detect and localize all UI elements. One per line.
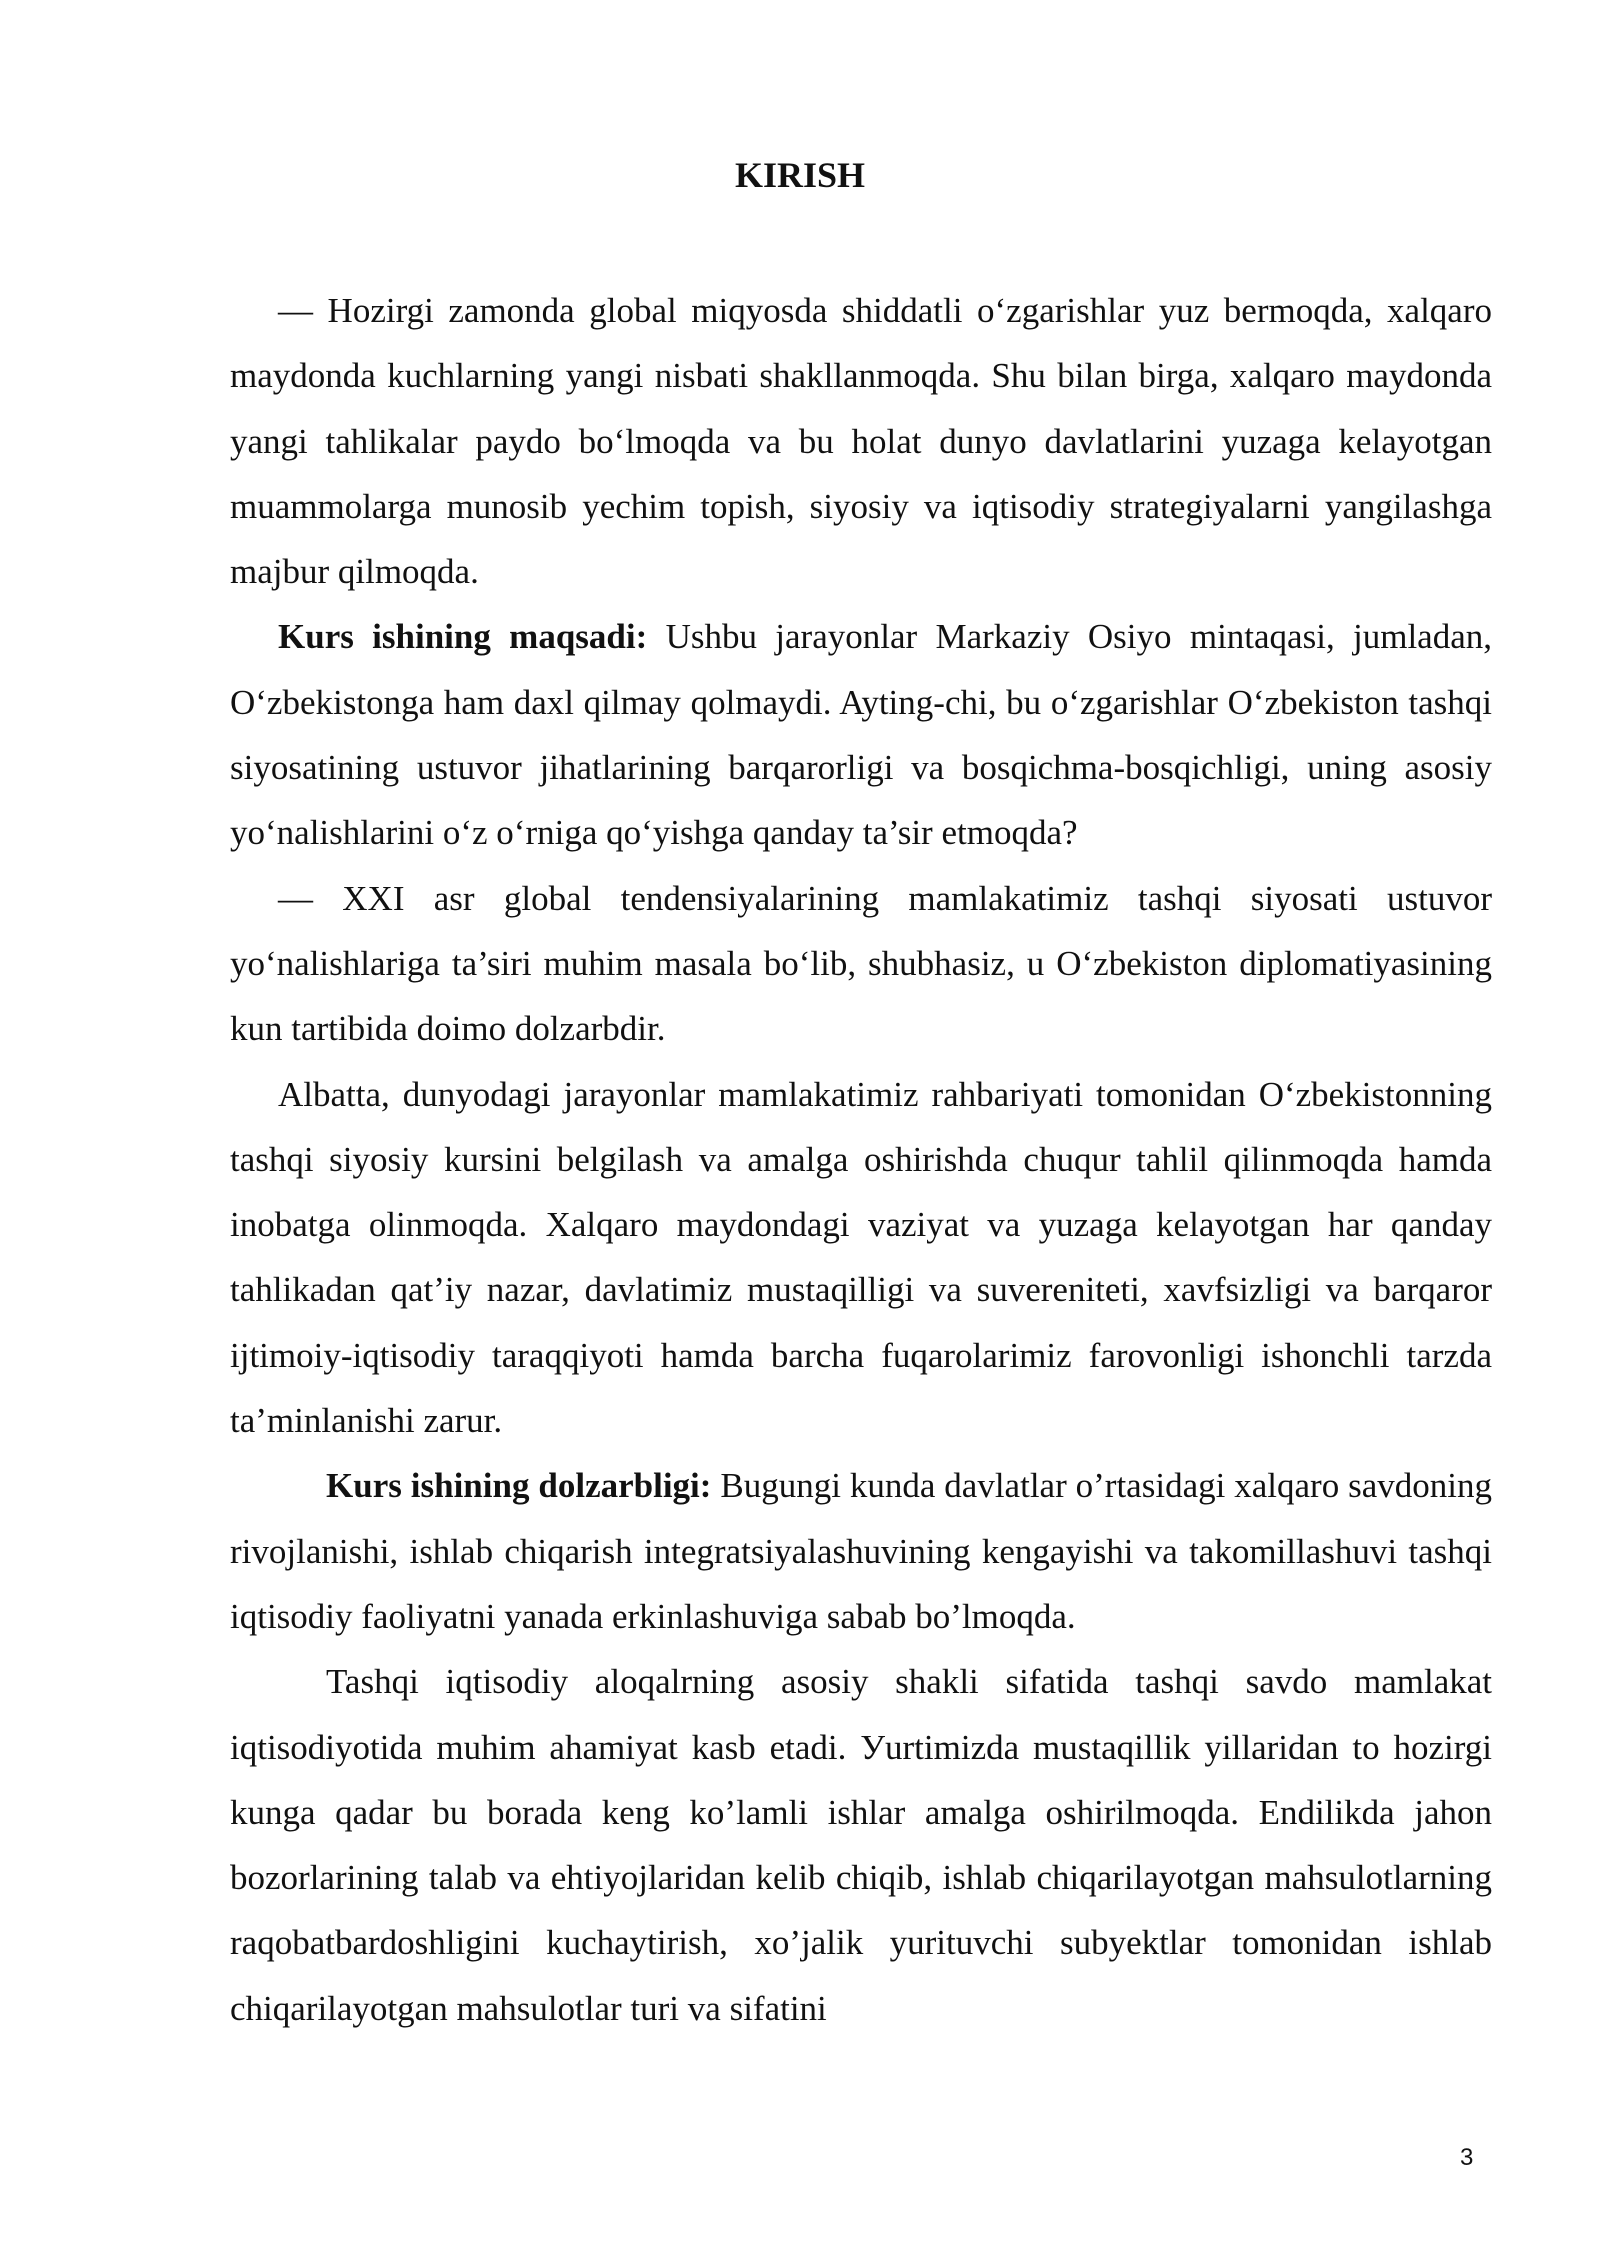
paragraph-2-text: Ushbu jarayonlar Markaziy Osiyo mintaqasi, jumladan, O‘zbekistonga ham daxl qilmay qolmaydi. Ayting-chi, bu o‘zgarishlar O‘zbekiston tashqi siyosatining ustuvor jihatlarining barqarorligi va bosqichma-bosqichligi, uning asosiy yo‘nalishlarini o‘z o‘rniga qo‘yishga qanday ta’sir etmoqda? [230, 617, 1492, 853]
paragraph-2 [230, 604, 1492, 865]
page-number: 3 [1460, 2144, 1474, 2171]
paragraph-4-text: Albatta, dunyodagi jarayonlar mamlakatimiz rahbariyati tomonidan O‘zbekistonning tashqi siyosiy kursini belgilash va amalga oshirishda chuqur tahlil qilinmoqda hamda inobatga olinmoqda. Xalqaro maydondagi vaziyat va yuzaga kelayotgan har qanday tahlikadan qat’iy nazar, davlatimiz mustaqilligi va suvereniteti, xavfsizligi va barqaror ijtimoiy-iqtisodiy taraqqiyoti hamda barcha fuqarolarimiz farovonligi ishonchli tarzda ta’minlanishi zarur. [230, 1074, 1492, 1441]
paragraph-6-text: Tashqi iqtisodiy aloqalrning asosiy shakli sifatida tashqi savdo mamlakat iqtisodiyotida muhim ahamiyat kasb etadi. Уurtimizda mustaqillik yillaridan to hozirgi kunga qadar bu borada keng ko’lamli ishlar amalga oshirilmoqda. Endilikda jahon bozorlarining talab va ehtiyojlaridan kelib chiqib, ishlab chiqarilayotgan mahsulotlarning raqobatbardoshligini kuchaytirish, xo’jalik yurituvchi subyektlar tomonidan ishlab chiqarilayotgan mahsulotlar turi va sifatini [230, 1662, 1492, 2028]
paragraph-3-text: — XXI asr global tendensiyalarining mamlakatimiz tashqi siyosati ustuvor yo‘nalishlariga ta’siri muhim masala bo‘lib, shubhasiz, u O‘zbekiston diplomatiyasining kun tartibida doimo dolzarbdir. [230, 878, 1492, 1049]
paragraph-2-lead: Kurs ishining maqsadi: [278, 617, 648, 657]
page-title: KIRISH [734, 155, 866, 195]
paragraph-6 [230, 1649, 1492, 2041]
paragraph-5 [230, 1453, 1492, 1649]
paragraph-5-lead: Kurs ishining dolzarbligi: [326, 1466, 712, 1506]
paragraph-5-text: Bugungi kunda davlatlar o’rtasidagi xalqaro savdoning rivojlanishi, ishlab chiqarish integratsiyalashuvining kengayishi va takomillashuvi tashqi iqtisodiy faoliyatni yanada erkinlashuviga sabab bo’lmoqda. [230, 1466, 1492, 1636]
paragraph-4 [230, 1062, 1492, 1454]
body-text [230, 278, 1492, 2041]
paragraph-1 [230, 278, 1492, 604]
paragraph-1-text: — Hozirgi zamonda global miqyosda shiddatli o‘zgarishlar yuz bermoqda, xalqaro maydonda kuchlarning yangi nisbati shakllanmoqda. Shu bilan birga, xalqaro maydonda yangi tahlikalar paydo bo‘lmoqda va bu holat dunyo davlatlarini yuzaga kelayotgan muammolarga munosib yechim topish, siyosiy va iqtisodiy strategiyalarni yangilashga majbur qilmoqda. [230, 291, 1492, 592]
paragraph-3 [230, 866, 1492, 1062]
